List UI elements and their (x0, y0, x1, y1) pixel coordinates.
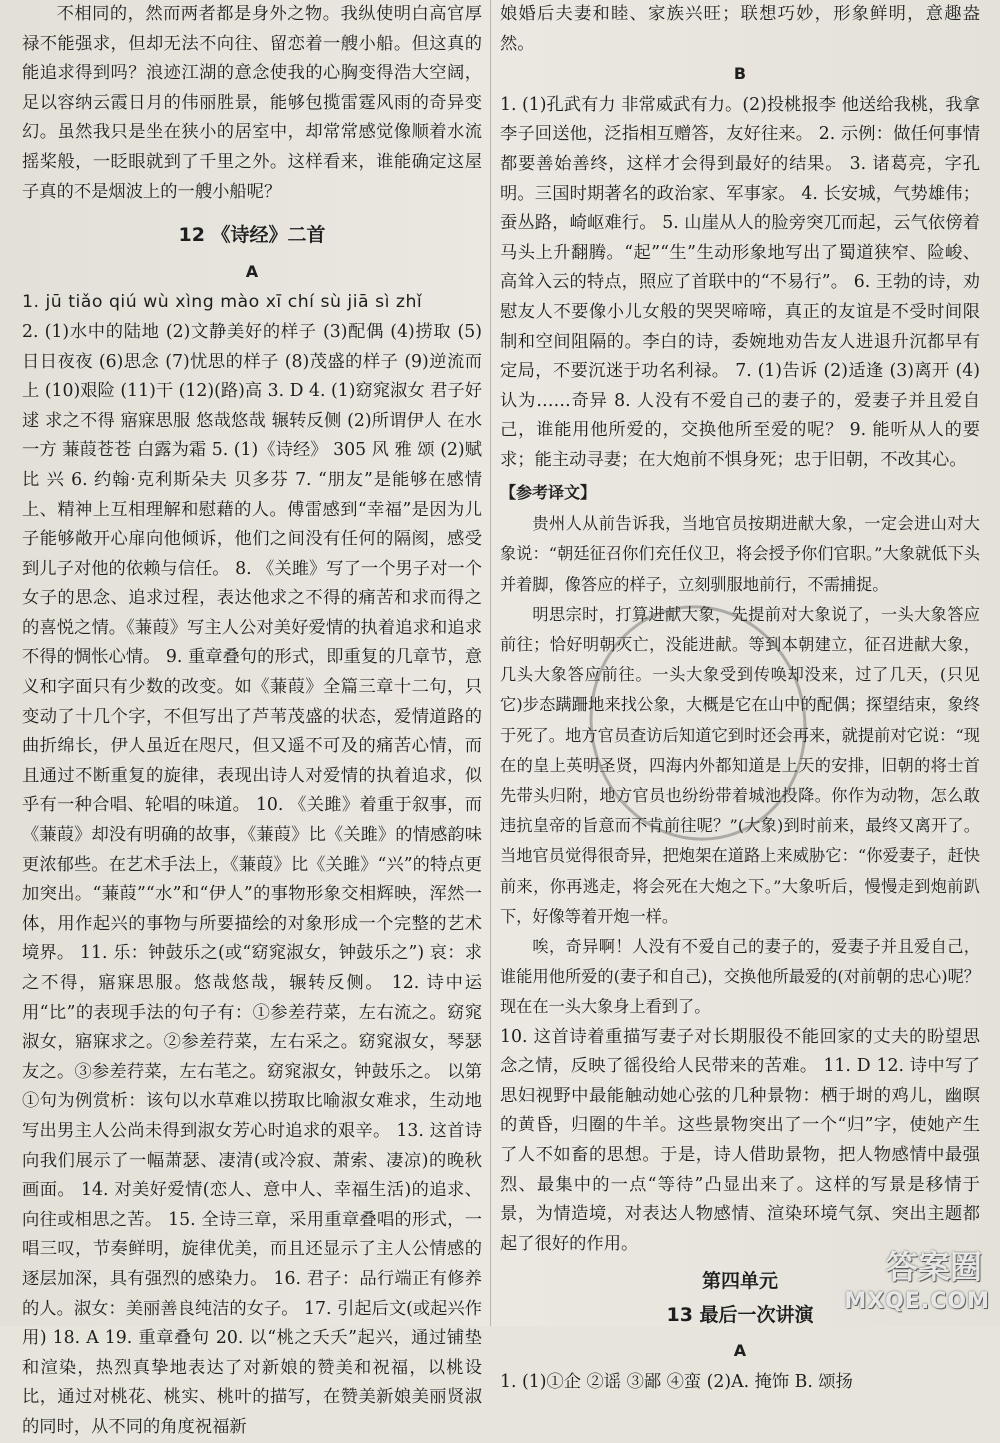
part-a-heading: A (245, 261, 259, 281)
left-column (22, 0, 482, 1437)
translation-paragraph-1: 贵州人从前告诉我，当地官员按期进献大象，一定会进山对大象说：“朝廷征召你们充任仪卫，将会授予你们官职。”大象就低下头并着脚，像答应的样子，立刻驯服地前行，不需捕捉。 (500, 514, 980, 594)
lesson-answer-line: 1. (1)①企 ②谣 ③鄙 ④蛮 (2)A. 掩饰 B. 颂扬 (500, 1372, 853, 1393)
part-b-answers: 1. (1)孔武有力 非常威武有力。(2)投桃报李 他送给我桃，我拿李子回送他，泛指相互赠答，友好往来。 2. 示例：做任何事情都要善始善终，这样才会得到最好的结果。 3. 诸葛亮，字孔明。三国时期著名的政治家、军事家。 4. 长安城，气势雄伟；蚕丛路，崎岖难行。 5. 山崖从人的脸旁突兀而起，云气依傍着马头上升翻腾。“起”“生”生动形象地写出了蜀道狭窄、险峻、高耸入云的特点，照应了首联中的“不易行”。 6. 王勃的诗，劝慰友人不要像小儿女般的哭哭啼啼，真正的友谊是不受时间限制和空间阻隔的。李白的诗，委婉地劝告友人进退升沉都早有定局，不要沉迷于功名利禄。 7. (1)告诉 (2)适逢 (3)离开 (4)认为……奇异 8. 人没有不爱自己的妻子的，爱妻子并且爱自己，谁能用他所爱的，交换他所至爱的呢？ 9. 能听从人的要求；能主动寻妻；在大炮前不惧身死；忠于旧朝，不改其心。 (500, 94, 980, 470)
watermark-logo: 答案圈 (885, 1248, 982, 1286)
answer-text: 2. (1)水中的陆地 (2)文静美好的样子 (3)配偶 (4)捞取 (5)日日夜夜 (6)思念 (7)忧思的样子 (8)茂盛的样子 (9)逆流而上 (10)艰险 (11)干 (12)(路)高 3. D 4. (1)窈窕淑女 君子好逑 求之不得 寤寐思服 悠哉悠哉 辗转反侧 (2)所谓伊人 在水一方 蒹葭苍苍 白露为霜 5. (1)《诗经》 305 风 雅 颂 (2)赋 比 兴 6. 约翰·克利斯朵夫 贝多芬 7. “朋友”是能够在感情上、精神上互相理解和慰藉的人。傅雷感到“幸福”是因为儿子能够敞开心扉向他倾诉，他们之间没有任何的隔阂，感受到儿子对他的依赖与信任。 8. 《关雎》写了一个男子对一个女子的思念、追求过程，表达他求之不得的痛苦和求而得之的喜悦之情。《蒹葭》写主人公对美好爱情的执着追求和追求不得的惆怅心情。 9. 重章叠句的形式，即重复的几章节，意义和字面只有少数的改变。如《蒹葭》全篇三章十二句，只变动了十几个字，不但写出了芦苇茂盛的状态，爱情道路的曲折绵长，伊人虽近在咫尺，但又遥不可及的痛苦心情，而且通过不断重复的旋律，表现出诗人对爱情的执着追求，似乎有一种合唱、轮唱的味道。 10. 《关雎》着重于叙事，而《蒹葭》却没有明确的故事，《蒹葭》比《关雎》的情感韵味更浓郁些。在艺术手法上，《蒹葭》比《关雎》“兴”的特点更加突出。“蒹葭”“水”和“伊人”的事物形象交相辉映，浑然一体，用作起兴的事物与所要描绘的对象形成一个完整的艺术境界。 11. 乐：钟鼓乐之(或“窈窕淑女，钟鼓乐之”) 哀：求之不得，寤寐思服。悠哉悠哉，辗转反侧。 12. 诗中运用“比”的表现手法的句子有：①参差荇菜，左右流之。窈窕淑女，寤寐求之。②参差荇菜，左右采之。窈窕淑女，琴瑟友之。③参差荇菜，左右芼之。窈窕淑女，钟鼓乐之。 以第①句为例赏析：该句以水草难以捞取比喻淑女难求，生动地写出男主人公尚未得到淑女芳心时追求的艰辛。 13. 这首诗向我们展示了一幅萧瑟、凄清(或冷寂、萧索、凄凉)的晚秋画面。 14. 对美好爱情(恋人、意中人、幸福生活)的追求、向往或相思之苦。 15. 全诗三章，采用重章叠唱的形式，一唱三叹，节奏鲜明，旋律优美，而且还显示了主人公情感的逐层加深，具有强烈的感染力。 16. 君子：品行端正有修养的人。淑女：美丽善良纯洁的女子。 17. 引起后文(或起兴作用) 18. A 19. 重章叠句 20. 以“桃之夭夭”起兴，通过铺垫和渲染，热烈真挚地表达了对新娘的赞美和祝福，以桃设比，通过对桃花、桃实、桃叶的描写，在赞美新娘美丽贤淑的同时，从不同的角度祝福新 (22, 321, 482, 1437)
unit-title: 第四单元 (701, 1270, 778, 1293)
watermark-site: MXQE.COM (844, 1289, 990, 1314)
lesson-part-a-heading: A (733, 1341, 747, 1361)
column-divider (490, 0, 491, 1326)
reference-translation-heading: 【参考译文】 (500, 482, 597, 502)
pinyin-answers: 1. jū tiǎo qiú wù xìng mào xī chí sù jiā sì zhǐ (22, 292, 423, 313)
essay-translation-tail: 不相同的，然而两者都是身外之物。我纵使明白高官厚禄不能强求，但却无法不向往、留恋着一艘小船。但这真的能追求得到吗？浪迹江湖的意念使我的心胸变得浩大空阔，足以容纳云霞日月的伟丽胜景，能够包揽雷霆风雨的奇异变幻。虽然我只是坐在狭小的居室中，却常常感觉像顺着水流摇桨般，一眨眼就到了千里之外。这样看来，谁能确定这屋子真的不是烟波上的一艘小船呢？ (22, 4, 482, 202)
translation-paragraph-2: 明思宗时，打算进献大象，先提前对大象说了，一头大象答应前往；恰好明朝灭亡，没能进献。等到本朝建立，征召进献大象，几头大象答应前往。一头大象受到传唤却没来，过了几天，(只见它)步态蹒跚地来找公象，大概是它在山中的配偶；探望结束，象终于死了。地方官员查访后知道它到时还会再来，就提前对它说：“现在的皇上英明圣贤，四海内外都知道是上天的安排，旧朝的将士首先带头归附，地方官员也纷纷带着城池投降。你作为动物，怎么敢违抗皇帝的旨意而不肯前往呢？”(大象)到时前来，最终又离开了。当地官员觉得很奇异，把炮架在道路上来威胁它：“你爱妻子，赶快前来，你再逃走，将会死在大炮之下。”大象听后，慢慢走到炮前趴下，好像等着开炮一样。 (500, 604, 980, 926)
part-b-heading: B (733, 64, 747, 84)
part-b-answers-continued: 10. 这首诗着重描写妻子对长期服役不能回家的丈夫的盼望思念之情，反映了徭役给人民带来的苦难。 11. D 12. 诗中写了思妇视野中最能触动她心弦的几种景物：栖于埘的鸡儿，幽暝的黄昏，归圈的牛羊。这些景物突出了一个“归”字，使她产生了人不如畜的思想。于是，诗人借助景物，把人物感情中最强烈、最集中的一点“等待”凸显出来了。这样的写景是移情于景，为情造境，对表达人物感情、渲染环境气氛、突出主题都起了很好的作用。 (500, 1026, 980, 1254)
translation-paragraph-3: 唉，奇异啊！人没有不爱自己的妻子的，爱妻子并且爱自己，谁能用他所爱的(妻子和自己)，交换他所最爱的(对前朝的忠心)呢？现在在一头大象身上看到了。 (500, 936, 980, 1017)
right-column (500, 0, 980, 1393)
lesson-title: 13 最后一次讲演 (666, 1303, 814, 1326)
answer-text-continued: 娘婚后夫妻和睦、家族兴旺；联想巧妙，形象鲜明，意趣盎然。 (500, 4, 980, 54)
watermark (846, 1250, 996, 1320)
section-title: 12 《诗经》二首 (178, 224, 326, 247)
